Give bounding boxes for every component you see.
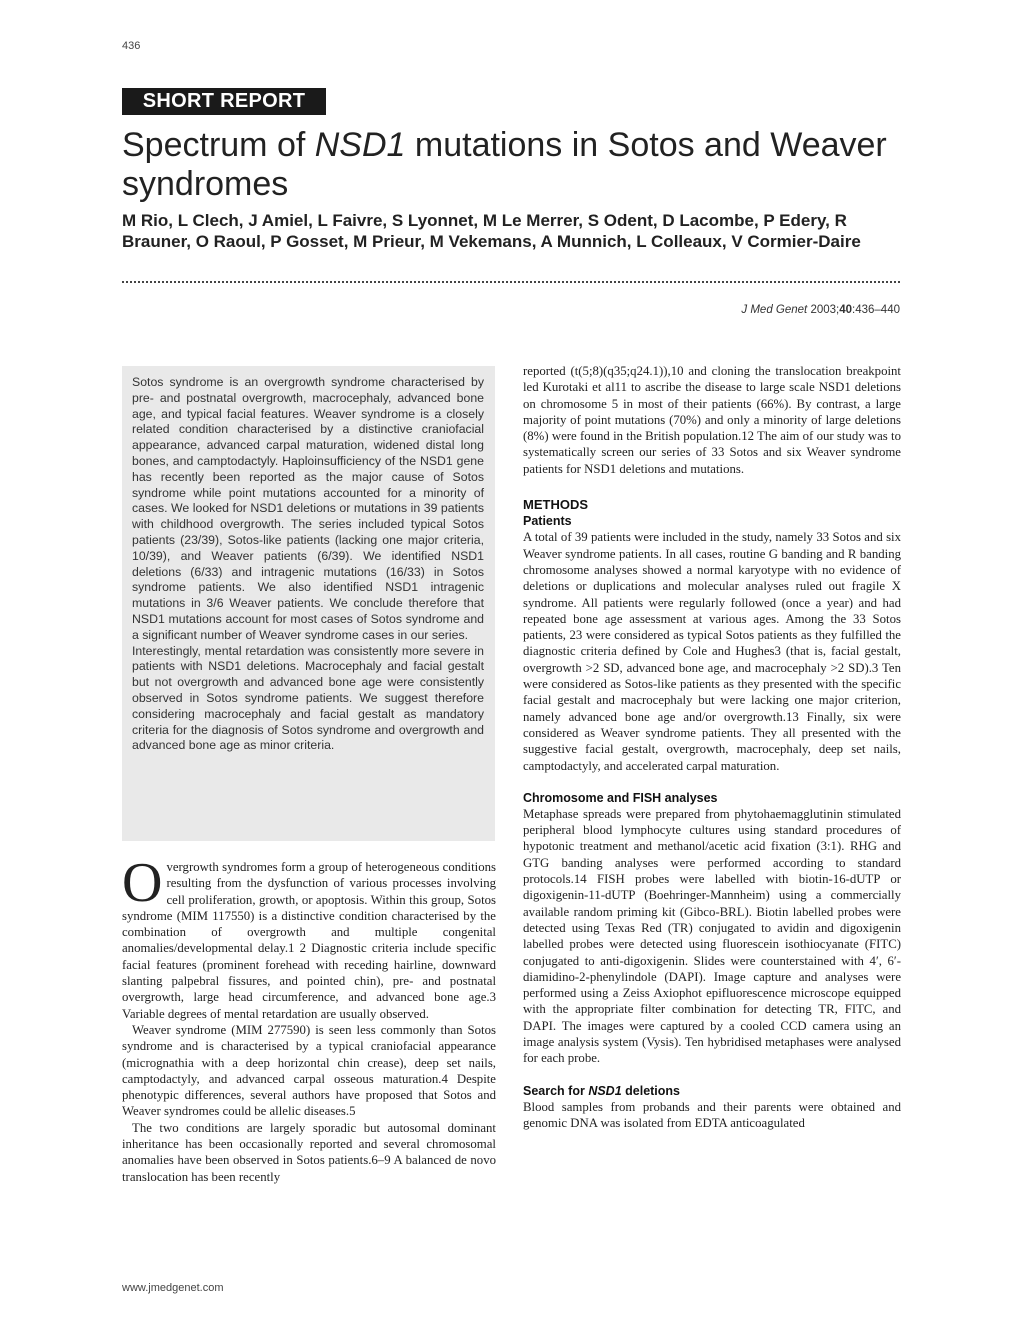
- right-text-column: [523, 363, 901, 1131]
- header-divider: [122, 281, 900, 283]
- search-heading-gene: NSD1: [588, 1083, 622, 1098]
- section-tag: SHORT REPORT: [122, 88, 326, 115]
- search-paragraph: Blood samples from probands and their parents were obtained and genomic DNA was isolated from EDTA anticoagulated: [523, 1099, 901, 1130]
- abstract-paragraph: Interestingly, mental retardation was consistently more severe in patients with NSD1 deletions. Macrocephaly and facial gestalt but not overgrowth and advanced bone age were consistently observed in Sotos syndrome patients. We suggest therefore considering macrocephaly and facial gestalt as mandatory criteria for the diagnosis of Sotos syndrome and overgrowth and advanced bone age as minor criteria.: [132, 643, 484, 753]
- methods-heading: METHODS: [523, 497, 588, 513]
- title-gene-name: NSD1: [314, 126, 406, 164]
- journal-citation: [741, 304, 900, 316]
- journal-name: J Med Genet: [741, 304, 808, 316]
- search-heading-prefix: Search for: [523, 1083, 589, 1098]
- title-part-2: mutations in Sotos and Weaver syndromes: [122, 126, 887, 203]
- search-heading: [523, 1083, 901, 1099]
- title-part-1: Spectrum of: [122, 126, 315, 164]
- citation-volume: 40: [839, 304, 853, 316]
- fish-paragraph: Metaphase spreads were prepared from phytohaemagglutinin stimulated peripheral blood lymphocyte cultures using standard procedures of hypotonic treatment and methanol/acetic acid fixation (3:1). RHG and GTG banding analyses were performed according to standard protocols.14 FISH probes were labelled with biotin-16-dUTP or digoxigenin-11-dUTP (Boehringer-Mannheim) using a commercially available random priming kit (Gibco-BRL). Biotin labelled probes were detected using Texas Red (TR) conjugated to avidin and digoxigenin labelled probes were detected using fluorescein isothiocyanate (FITC) conjugated to anti-digoxigenin. Slides were counterstained with 4′, 6′-diamidino-2-phenylindole (DAPI). Image capture and analyses were performed using a Zeiss Axiophot epifluorescence microscope equipped with the appropriate filter combination for detecting TR, FITC, and DAPI. The images were captured by a cooled CCD camera using an image analysis system (Vysis). Ten hybridised metaphases were analysed for each probe.: [523, 806, 901, 1066]
- search-heading-suffix: deletions: [621, 1083, 680, 1098]
- fish-heading: Chromosome and FISH analyses: [523, 790, 718, 805]
- intro-paragraph: [122, 852, 496, 1022]
- patients-heading: Patients: [523, 514, 572, 529]
- journal-url[interactable]: www.jmedgenet.com: [122, 1282, 224, 1294]
- citation-pages: :436–440: [852, 304, 900, 316]
- page-number: 436: [122, 40, 141, 52]
- citation-year: 2003;: [807, 304, 840, 316]
- body-paragraph: reported (t(5;8)(q35;q24.1)),10 and cloning the translocation breakpoint led Kurotaki et al11 to ascribe the disease to large scale NSD1 deletions on chromosome 5 in most of their patients (66%). By contrast, a large majority of point mutations (70%) and only a minority of large deletions (8%) were found in the British population.12 The aim of our study was to systematically screen our series of 33 Sotos and six Weaver syndrome patients for NSD1 deletions and mutations.: [523, 364, 901, 476]
- intro-text: vergrowth syndromes form a group of heterogeneous conditions resulting from the dysfunction of various processes involving cell proliferation, growth, or apoptosis. Within this group, Sotos syndrome (MIM 117550) is a distinctive condition characterised by the combination of overgrowth and multiple congenital anomalies/developmental delay.1 2 Diagnostic criteria include specific facial features (prominent forehead with receding hairline, downward slanting palpebral fissures, and pointed chin), pre- and postnatal overgrowth, large head circumference, and advanced bone age.3 Variable degrees of mental retardation are usually observed.: [122, 860, 496, 1021]
- abstract-box: [122, 366, 495, 841]
- article-title: [122, 126, 902, 204]
- abstract-paragraph: Sotos syndrome is an overgrowth syndrome characterised by pre- and postnatal overgrowth, macrocephaly, advanced bone age, and typical facial features. Weaver syndrome is a closely related condition characterised by a distinctive craniofacial appearance, advanced carpal maturation, widened distal long bones, and camptodactyly. Haploinsufficiency of the NSD1 gene has recently been reported as the major cause of Sotos syndrome while point mutations accounted for a minority of cases. We looked for NSD1 deletions or mutations in 39 patients with childhood overgrowth. The series included typical Sotos patients (23/39), Sotos-like patients (lacking one major criteria, 10/39), and Weaver patients (6/39). We identified NSD1 deletions (6/33) and intragenic mutations (16/33) in Sotos syndrome patients. We also identified NSD1 intragenic mutations in 3/6 Weaver patients. We conclude therefore that NSD1 mutations account for most cases of Sotos syndrome and a significant number of Weaver syndrome cases in our series.: [132, 375, 484, 642]
- author-list: M Rio, L Clech, J Amiel, L Faivre, S Lyonnet, M Le Merrer, S Odent, D Lacombe, P Edery, R Brauner, O Raoul, P Gosset, M Prieur, M Vekemans, A Munnich, L Colleaux, V Cormier-Daire: [122, 211, 861, 251]
- body-paragraph: Weaver syndrome (MIM 277590) is seen less commonly than Sotos syndrome and is characterised by a typical craniofacial appearance (micrognathia with a deep horizontal chin crease), deep set nails, camptodactyly, and advanced carpal osseous maturation.4 Despite phenotypic differences, several authors have proposed that Sotos and Weaver syndromes could be allelic diseases.5: [122, 1022, 496, 1119]
- left-text-column: [122, 852, 496, 1185]
- patients-paragraph: A total of 39 patients were included in the study, namely 33 Sotos and six Weaver syndrome patients. In all cases, routine G banding and R banding chromosome analyses showed a normal karyotype with no evidence of deletions or duplications and molecular analyses ruled out fragile X syndrome. All patients were regularly followed (once a year) and had repeated bone age assessment at various ages. Among the 33 Sotos patients, 23 were considered as typical Sotos patients as they fulfilled the diagnostic criteria defined by Cole and Hughes3 (that is, facial gestalt, overgrowth >2 SD, advanced bone age, and macrocephaly >2 SD).3 Ten were considered as Sotos-like patients as they presented with the specific facial gestalt and macrocephaly but were lacking one major criterion, namely advanced bone age and/or overgrowth.13 Finally, six were considered as Weaver syndrome patients. They all presented with the suggestive facial gestalt, overgrowth, macrocephaly, deep set nails, camptodactyly, and accelerated carpal maturation.: [523, 530, 901, 773]
- body-paragraph: The two conditions are largely sporadic but autosomal dominant inheritance has been occasionally reported and several chromosomal anomalies have been observed in Sotos patients.6–9 A balanced de novo translocation has been recently: [122, 1120, 496, 1184]
- drop-cap: O: [122, 852, 163, 914]
